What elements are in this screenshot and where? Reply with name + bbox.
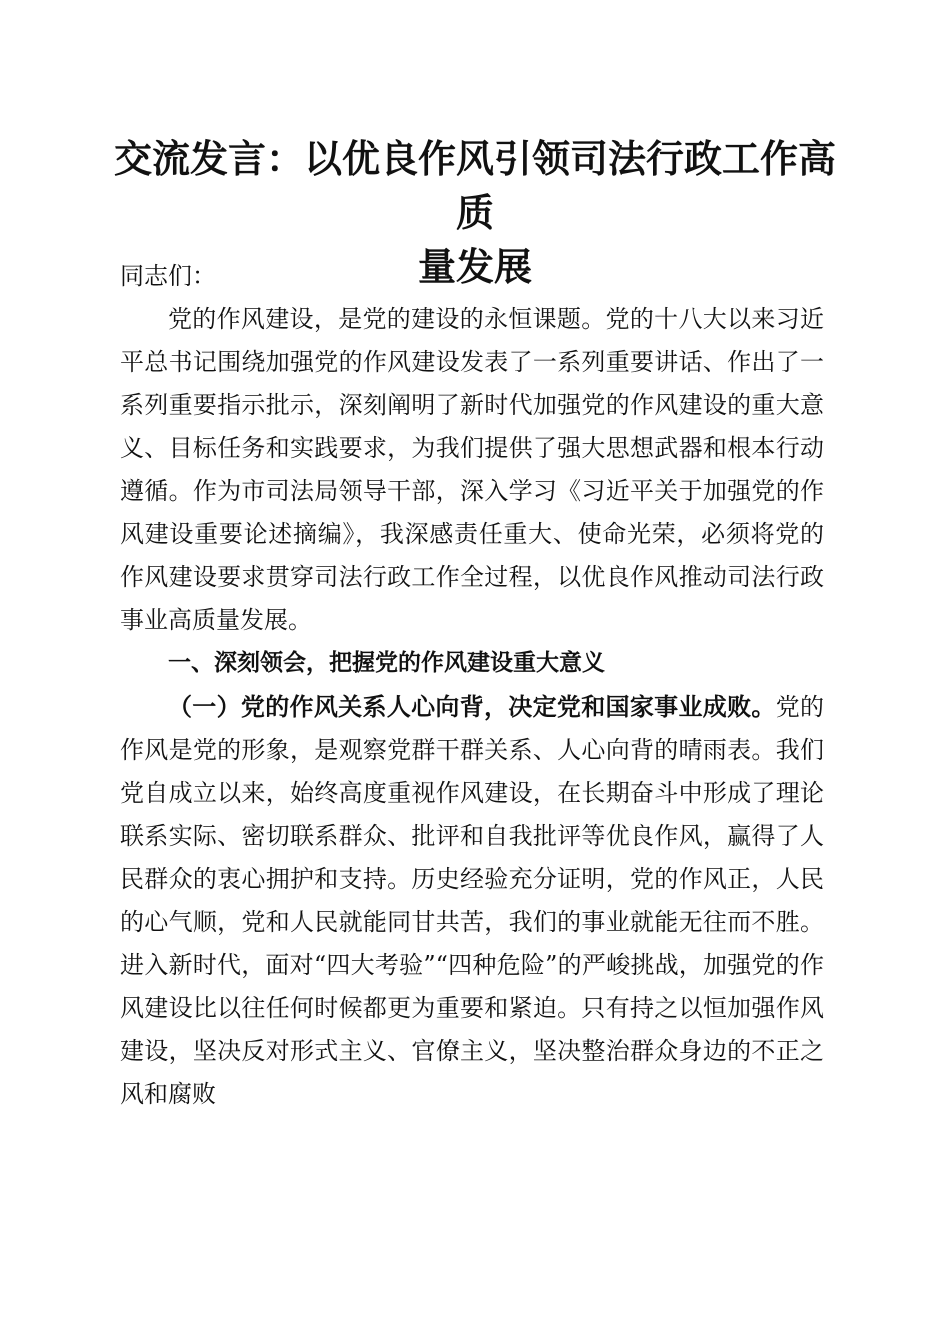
subsection-lead-1: （一）党的作风关系人心向背，决定党和国家事业成败。 [168,692,776,721]
title-line-2: 量发展 [417,244,532,289]
document-body [120,255,824,1116]
subsection-paragraph-1 [120,685,824,1116]
salutation: 同志们： [120,262,216,290]
title-line-1: 交流发言：以优良作风引领司法行政工作高质 [113,136,836,235]
subsection-body-1: 党的作风是党的形象，是观察党群干群关系、人心向背的晴雨表。我们党自成立以来，始终高度重视作风建设，在长期奋斗中形成了理论联系实际、密切联系群众、批评和自我批评等优良作风，赢得了人民群众的衷心拥护和支持。历史经验充分证明，党的作风正，人民的心气顺，党和人民就能同甘共苦，我们的事业就能无往而不胜。进入新时代，面对“四大考验”“四种危险”的严峻挑战，加强党的作风建设比以往任何时候都更为重要和紧迫。只有持之以恒加强作风建设，坚决反对形式主义、官僚主义，坚决整治群众身边的不正之风和腐败 [120,693,825,1108]
intro-paragraph: 党的作风建设，是党的建设的永恒课题。党的十八大以来习近平总书记围绕加强党的作风建设发表了一系列重要讲话、作出了一系列重要指示批示，深刻阐明了新时代加强党的作风建设的重大意义、目标任务和实践要求，为我们提供了强大思想武器和根本行动遵循。作为市司法局领导干部，深入学习《习近平关于加强党的作风建设重要论述摘编》，我深感责任重大、使命光荣，必须将党的作风建设要求贯穿司法行政工作全过程，以优良作风推动司法行政事业高质量发展。 [120,305,824,634]
section-heading-1: 一、深刻领会，把握党的作风建设重大意义 [168,650,605,676]
